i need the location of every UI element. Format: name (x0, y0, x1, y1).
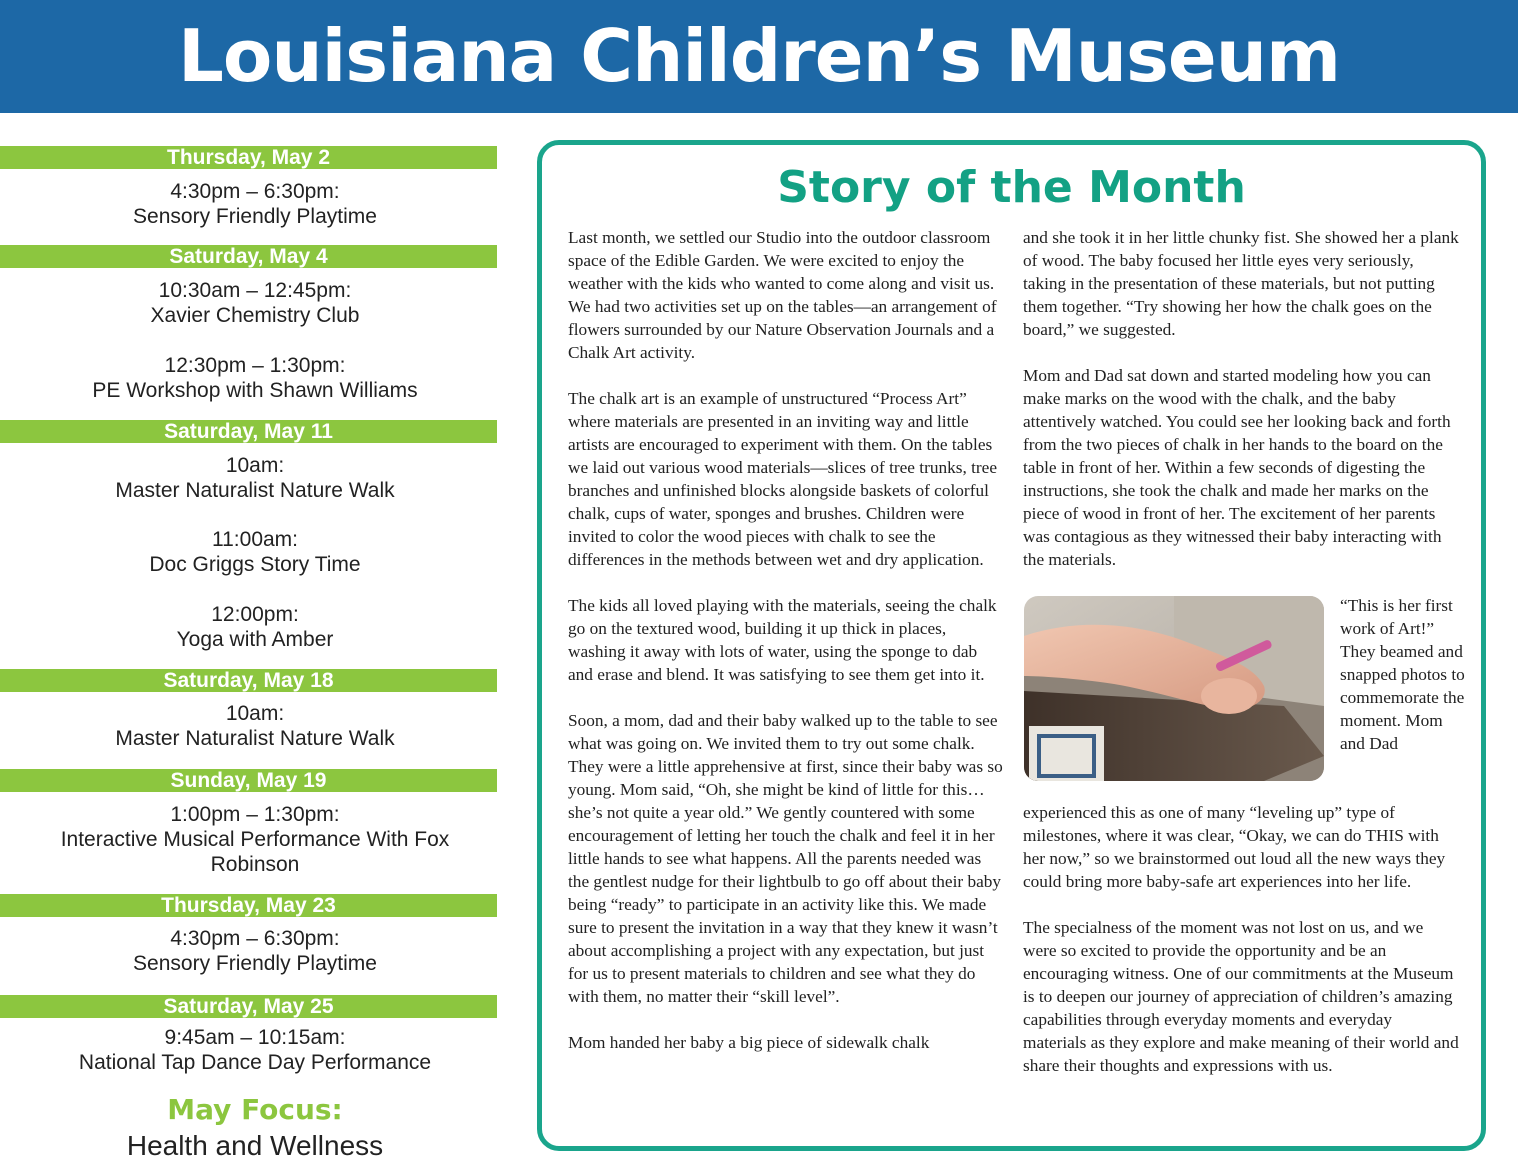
event-item (0, 926, 510, 976)
story-column-right-top (1023, 226, 1459, 594)
event-title: Yoga with Amber (176, 628, 334, 651)
event-time: 4:30pm – 6:30pm: (170, 927, 340, 950)
day-header: Thursday, May 2 (0, 146, 497, 169)
event-title: Sensory Friendly Playtime (133, 952, 377, 975)
story-title: Story of the Month (777, 162, 1246, 213)
story-paragraph: Mom and Dad sat down and started modeling how you can make marks on the wood with the chalk, and the baby attentively watched. You could see her looking back and forth from the two pieces of chalk in her hands to the board on the table in front of her. Within a few seconds of digesting the instructions, she took the chalk and made her marks on the piece of wood in front of her. The excitement of her parents was contagious as they witnessed their baby interacting with the materials. (1023, 366, 1451, 569)
event-item (0, 179, 510, 229)
day-header: Thursday, May 23 (0, 894, 497, 917)
event-title: Sensory Friendly Playtime (133, 205, 377, 228)
event-item (0, 453, 510, 503)
event-item (0, 353, 510, 403)
event-title: National Tap Dance Day Performance (78, 1051, 432, 1074)
story-paragraph: Mom handed her baby a big piece of sidewalk chalk (568, 1033, 930, 1052)
event-time: 12:00pm: (211, 603, 299, 626)
story-paragraph: and she took it in her little chunky fist. She showed her a plank of wood. The baby focused her little eyes very seriously, taking in the presentation of these materials, but not putting them together. “Try showing her how the chalk goes on the board,” we suggested. (1023, 228, 1459, 339)
day-header: Saturday, May 4 (0, 245, 497, 268)
event-time: 10:30am – 12:45pm: (158, 279, 352, 302)
event-title: Doc Griggs Story Time (149, 553, 361, 576)
day-header: Saturday, May 25 (0, 995, 497, 1018)
photo-caption-wrap: “This is her first work of Art!” They beamed and snapped photos to commemorate the moment. Mom and Dad (1340, 596, 1465, 753)
event-time: 10am: (225, 454, 285, 477)
event-item (0, 278, 510, 328)
event-time: 9:45am – 10:15am: (164, 1026, 346, 1049)
day-header: Saturday, May 11 (0, 420, 497, 443)
event-title: Xavier Chemistry Club (150, 304, 360, 327)
focus-text: Health and Wellness (126, 1130, 384, 1161)
day-header: Saturday, May 18 (0, 669, 497, 692)
event-item (0, 701, 510, 751)
story-paragraph: experienced this as one of many “leveling up” type of milestones, where it was clear, “Okay, we can do THIS with her now,” so we brainstormed out loud all the new ways they could bring more baby-safe art experiences into her life. (1023, 803, 1446, 891)
story-column-left (568, 226, 1003, 1077)
event-item (0, 527, 510, 577)
event-time: 12:30pm – 1:30pm: (164, 354, 346, 377)
story-paragraph: Soon, a mom, dad and their baby walked up to the table to see what was going on. We invited them to try out some chalk. They were a little apprehensive at first, since their baby was so young. Mom said, “Oh, she might be kind of little for this…she’s not quite a year old.” We gently countered with some encouragement of letting her touch the chalk and feel it in her little hands to see what happens. All the parents needed was the gentlest nudge for their lightbulb to go off about their baby being “ready” to participate in an activity like this. We made sure to present the invitation in a way that they knew it wasn’t about accomplishing a project with any expectation, but just for us to present materials to children and see what they do with them, no matter their “skill level”. (568, 711, 1003, 1006)
focus-heading: May Focus: (167, 1093, 343, 1126)
event-time: 11:00am: (212, 528, 298, 551)
event-time: 1:00pm – 1:30pm: (170, 803, 340, 826)
story-paragraph: The kids all loved playing with the materials, seeing the chalk go on the textured wood, building it up thick in places, washing it away with lots of water, using the sponge to dab and erase and blend. It was satisfying to see them get into it. (568, 596, 997, 684)
event-title: PE Workshop with Shawn Williams (92, 379, 418, 402)
event-time: 10am: (225, 702, 285, 725)
story-photo (1024, 596, 1324, 781)
story-paragraph: The specialness of the moment was not lost on us, and we were so excited to provide the opportunity and be an encouraging witness. One of our commitments at the Museum is to deepen our journey of appreciation of children’s amazing capabilities through everyday moments and everyday materials as they explore and make meaning of their world and share their thoughts and expressions with us. (1023, 918, 1459, 1075)
page-title: Louisiana Children’s Museum (177, 14, 1341, 98)
event-title: Master Naturalist Nature Walk (115, 727, 395, 750)
event-title: Master Naturalist Nature Walk (115, 479, 395, 502)
event-time: 4:30pm – 6:30pm: (170, 180, 340, 203)
event-title: Interactive Musical Performance With Fox Robinson (60, 828, 450, 876)
story-column-right-bottom (1023, 801, 1459, 1100)
header-banner (0, 0, 1518, 113)
event-item (0, 1025, 510, 1075)
story-paragraph: Last month, we settled our Studio into the outdoor classroom space of the Edible Garden. We were excited to enjoy the weather with the kids who wanted to come along and visit us. We had two activities set up on the tables—an arrangement of flowers surrounded by our Nature Observation Journals and a Chalk Art activity. (568, 228, 997, 362)
story-paragraph: The chalk art is an example of unstructured “Process Art” where materials are presented in an inviting way and little artists are encouraged to experiment with them. On the tables we laid out various wood materials—slices of tree trunks, tree branches and unfinished blocks alongside baskets of colorful chalk, cups of water, sponges and brushes. Children were invited to color the wood pieces with chalk to see the differences in the methods between wet and dry application. (568, 389, 998, 569)
event-item (0, 602, 510, 652)
event-item (0, 802, 510, 877)
day-header: Sunday, May 19 (0, 769, 497, 792)
